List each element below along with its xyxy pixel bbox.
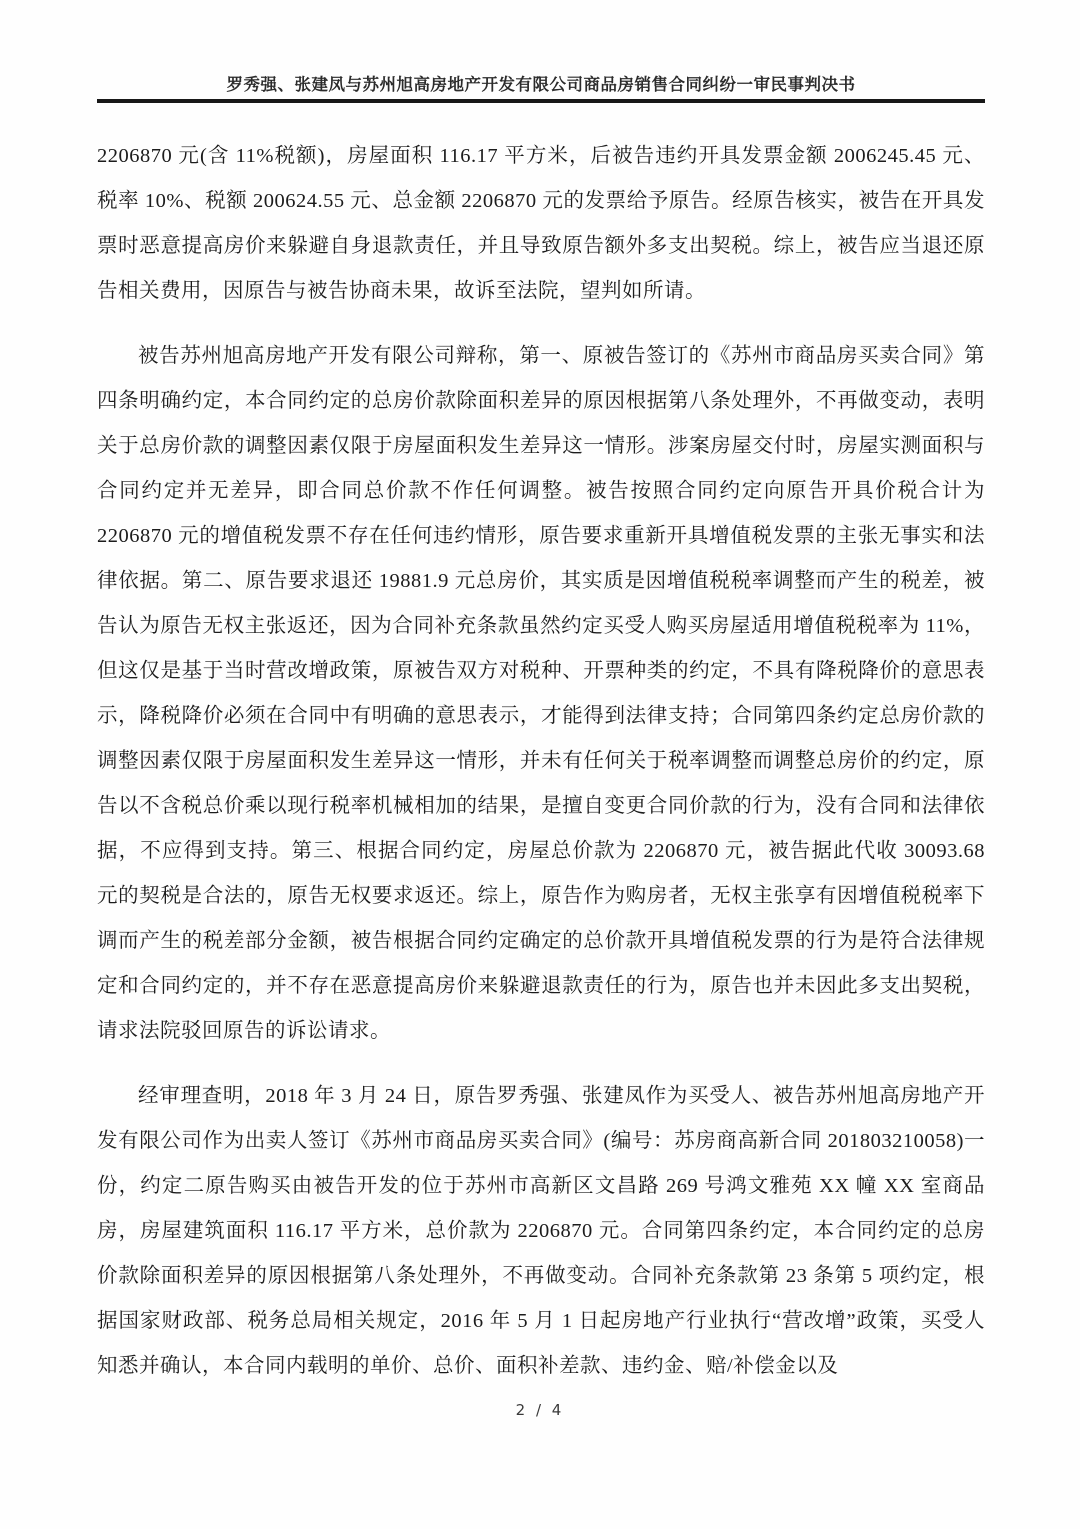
body-paragraph: 2206870 元(含 11%税额)，房屋面积 116.17 平方米，后被告违约开具发票金额 2006245.45 元、税率 10%、税额 200624.55 元、总金额 2206870 元的发票给予原告。经原告核实，被告在开具发票时恶意提高房价来躲避自身退款责任，并且导致原告额外多支出契税。综上，被告应当退还原告相关费用，因原告与被告协商未果，故诉至法院，望判如所请。 (97, 145, 985, 302)
header-divider (97, 99, 985, 103)
page-number: 2 / 4 (515, 1401, 565, 1419)
document-title: 罗秀强、张建凤与苏州旭高房地产开发有限公司商品房销售合同纠纷一审民事判决书 (226, 76, 856, 94)
document-body (97, 134, 985, 1409)
page-footer (0, 1401, 1080, 1419)
body-paragraph: 经审理查明，2018 年 3 月 24 日，原告罗秀强、张建凤作为买受人、被告苏州旭高房地产开发有限公司作为出卖人签订《苏州市商品房买卖合同》(编号：苏房商高新合同 201803210058)一份，约定二原告购买由被告开发的位于苏州市高新区文昌路 269 号鸿文雅苑 XX 幢 XX 室商品房，房屋建筑面积 116.17 平方米，总价款为 2206870 元。合同第四条约定，本合同约定的总房价款除面积差异的原因根据第八条处理外，不再做变动。合同补充条款第 23 条第 5 项约定，根据国家财政部、税务总局相关规定，2016 年 5 月 1 日起房地产行业执行“营改增”政策，买受人知悉并确认，本合同内载明的单价、总价、面积补差款、违约金、赔/补偿金以及 (97, 1085, 985, 1377)
body-paragraph: 被告苏州旭高房地产开发有限公司辩称，第一、原被告签订的《苏州市商品房买卖合同》第四条明确约定，本合同约定的总房价款除面积差异的原因根据第八条处理外，不再做变动，表明关于总房价款的调整因素仅限于房屋面积发生差异这一情形。涉案房屋交付时，房屋实测面积与合同约定并无差异，即合同总价款不作任何调整。被告按照合同约定向原告开具价税合计为 2206870 元的增值税发票不存在任何违约情形，原告要求重新开具增值税发票的主张无事实和法律依据。第二、原告要求退还 19881.9 元总房价，其实质是因增值税税率调整而产生的税差，被告认为原告无权主张返还，因为合同补充条款虽然约定买受人购买房屋适用增值税税率为 11%，但这仅是基于当时营改增政策，原被告双方对税种、开票种类的约定，不具有降税降价的意思表示，降税降价必须在合同中有明确的意思表示，才能得到法律支持；合同第四条约定总房价款的调整因素仅限于房屋面积发生差异这一情形，并未有任何关于税率调整而调整总房价的约定，原告以不含税总价乘以现行税率机械相加的结果，是擅自变更合同价款的行为，没有合同和法律依据，不应得到支持。第三、根据合同约定，房屋总价款为 2206870 元，被告据此代收 30093.68 元的契税是合法的，原告无权要求返还。综上，原告作为购房者，无权主张享有因增值税税率下调而产生的税差部分金额，被告根据合同约定确定的总价款开具增值税发票的行为是符合法律规定和合同约定的，并不存在恶意提高房价来躲避退款责任的行为，原告也并未因此多支出契税，请求法院驳回原告的诉讼请求。 (97, 345, 985, 1042)
